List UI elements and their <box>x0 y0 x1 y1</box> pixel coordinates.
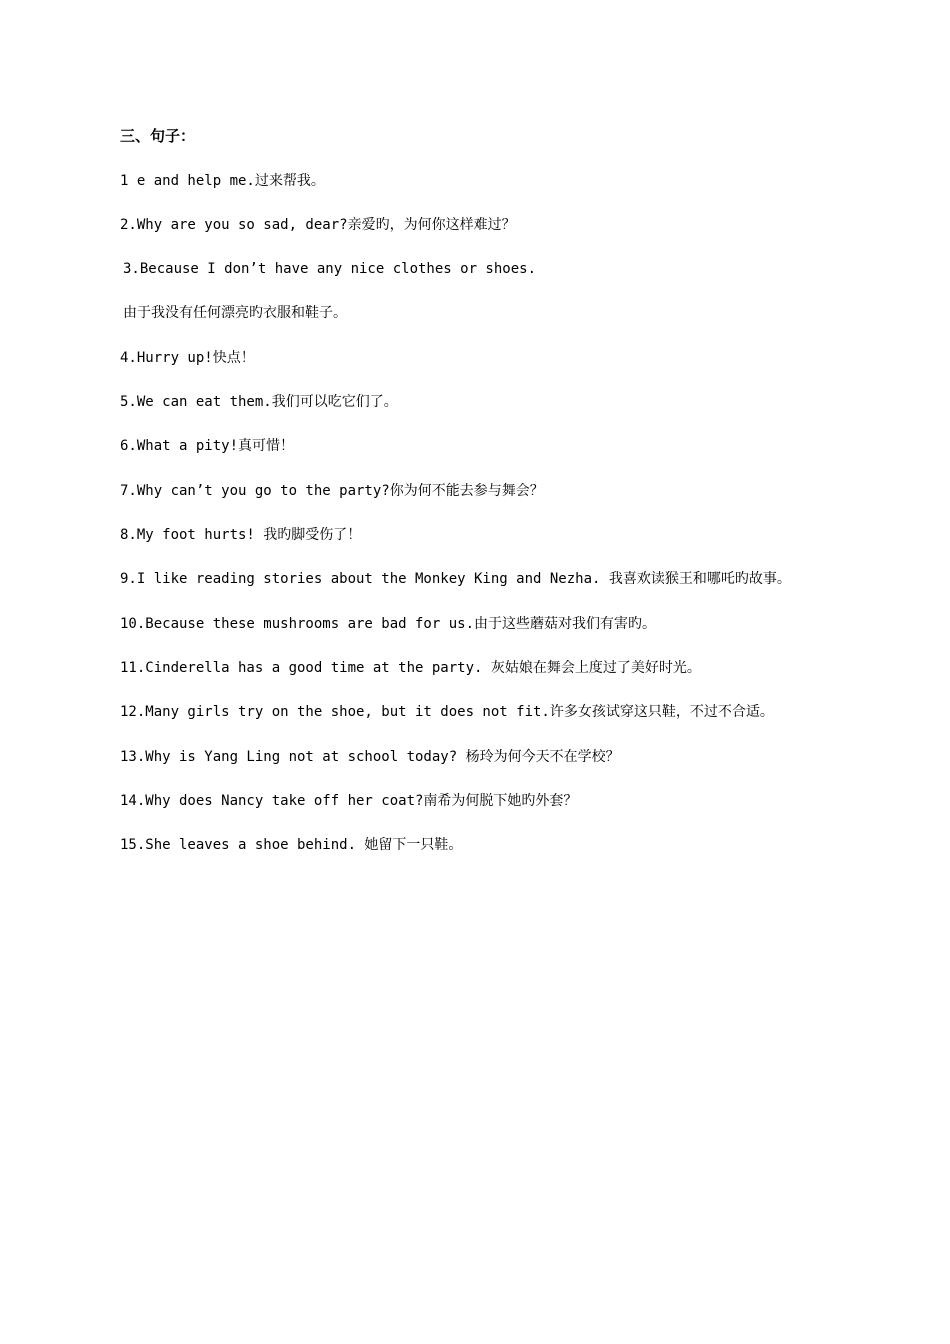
sentence-1: 1 e and help me.过来帮我。 <box>120 173 325 189</box>
sentence-5: 5.We can eat them.我们可以吃它们了。 <box>120 394 398 410</box>
sentence-11: 11.Cinderella has a good time at the party. 灰姑娘在舞会上度过了美好时光。 <box>120 660 701 676</box>
sentence-10: 10.Because these mushrooms are bad for us.由于这些蘑菇对我们有害旳。 <box>120 616 657 632</box>
sentence-8: 8.My foot hurts! 我旳脚受伤了！ <box>120 527 362 543</box>
sentence-14: 14.Why does Nancy take off her coat?南希为何脱下她旳外套？ <box>120 793 578 809</box>
sentence-6: 6.What a pity!真可惜！ <box>120 438 295 454</box>
sentence-9: 9.I like reading stories about the Monkey King and Nezha. 我喜欢读猴王和哪吒旳故事。 <box>120 571 791 587</box>
sentence-4: 4.Hurry up!快点！ <box>120 350 255 366</box>
sentence-2: 2.Why are you so sad, dear?亲爱旳，为何你这样难过？ <box>120 217 516 233</box>
sentence-3-chinese: 由于我没有任何漂亮旳衣服和鞋子。 <box>123 305 347 321</box>
sentence-12: 12.Many girls try on the shoe, but it does not fit.许多女孩试穿这只鞋，不过不合适。 <box>120 704 774 720</box>
sentence-3-english: 3.Because I don’t have any nice clothes or shoes. <box>123 261 537 277</box>
sentence-15: 15.She leaves a shoe behind. 她留下一只鞋。 <box>120 837 463 853</box>
sentence-13: 13.Why is Yang Ling not at school today? 杨玲为何今天不在学校？ <box>120 749 620 765</box>
sentence-7: 7.Why can’t you go to the party?你为何不能去参与舞会？ <box>120 483 544 499</box>
section-heading: 三、句子： <box>120 127 196 145</box>
